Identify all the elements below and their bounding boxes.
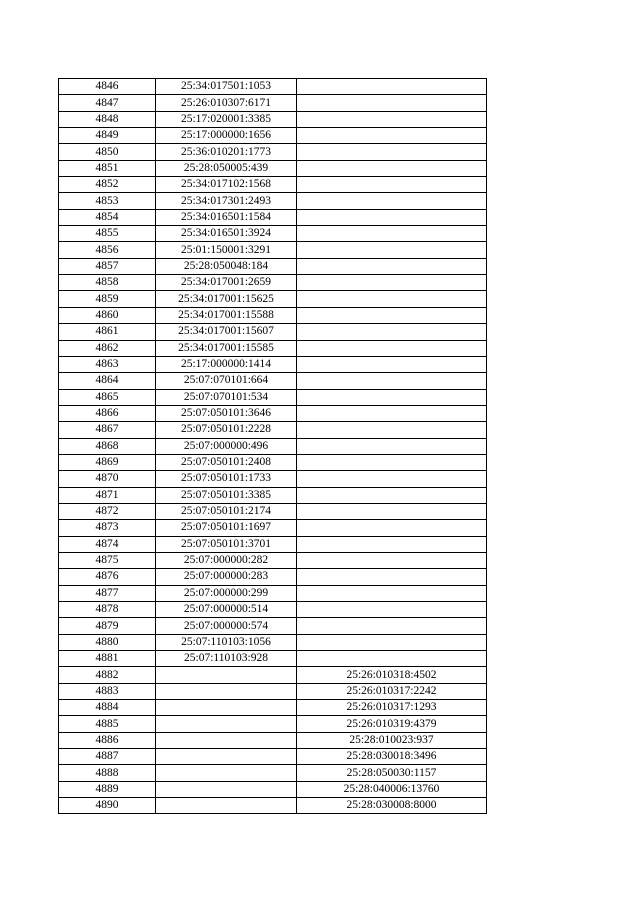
row-number-cell: 4860	[59, 307, 156, 323]
cadastral-number-cell: 25:34:017301:2493	[156, 193, 297, 209]
table-row	[59, 602, 487, 618]
row-number-cell: 4851	[59, 160, 156, 176]
cadastral-number-alt-cell	[297, 324, 487, 340]
cadastral-number-alt-cell	[297, 438, 487, 454]
cadastral-number-alt-cell: 25:26:010317:1293	[297, 700, 487, 716]
row-number-cell: 4858	[59, 275, 156, 291]
row-number-cell: 4884	[59, 700, 156, 716]
cadastral-number-cell: 25:07:050101:1733	[156, 471, 297, 487]
table-row	[59, 651, 487, 667]
row-number-cell: 4846	[59, 79, 156, 95]
cadastral-number-cell: 25:28:050048:184	[156, 258, 297, 274]
row-number-cell: 4852	[59, 177, 156, 193]
table-body	[59, 79, 487, 814]
cadastral-number-cell: 25:34:017001:15607	[156, 324, 297, 340]
cadastral-number-alt-cell	[297, 536, 487, 552]
row-number-cell: 4866	[59, 405, 156, 421]
row-number-cell: 4882	[59, 667, 156, 683]
cadastral-number-alt-cell	[297, 307, 487, 323]
cadastral-number-alt-cell	[297, 569, 487, 585]
table-row	[59, 487, 487, 503]
row-number-cell: 4877	[59, 585, 156, 601]
table-row	[59, 275, 487, 291]
row-number-cell: 4881	[59, 651, 156, 667]
row-number-cell: 4868	[59, 438, 156, 454]
cadastral-number-alt-cell	[297, 95, 487, 111]
table-row	[59, 667, 487, 683]
cadastral-number-alt-cell	[297, 160, 487, 176]
cadastral-number-alt-cell	[297, 373, 487, 389]
table-row	[59, 732, 487, 748]
cadastral-number-cell: 25:34:016501:1584	[156, 209, 297, 225]
cadastral-number-alt-cell	[297, 585, 487, 601]
row-number-cell: 4849	[59, 128, 156, 144]
cadastral-number-cell: 25:34:017102:1568	[156, 177, 297, 193]
cadastral-number-cell	[156, 716, 297, 732]
row-number-cell: 4890	[59, 798, 156, 814]
row-number-cell: 4880	[59, 634, 156, 650]
cadastral-number-cell	[156, 683, 297, 699]
cadastral-number-cell	[156, 749, 297, 765]
cadastral-number-alt-cell	[297, 487, 487, 503]
cadastral-number-alt-cell: 25:28:030018:3496	[297, 749, 487, 765]
table-row	[59, 258, 487, 274]
table-row	[59, 585, 487, 601]
cadastral-number-cell: 25:07:110103:1056	[156, 634, 297, 650]
table-row	[59, 798, 487, 814]
cadastral-number-cell	[156, 732, 297, 748]
row-number-cell: 4847	[59, 95, 156, 111]
cadastral-number-alt-cell	[297, 226, 487, 242]
cadastral-number-alt-cell	[297, 209, 487, 225]
cadastral-number-alt-cell	[297, 602, 487, 618]
cadastral-number-cell: 25:07:050101:2228	[156, 422, 297, 438]
table-row	[59, 454, 487, 470]
table-row	[59, 209, 487, 225]
cadastral-number-alt-cell: 25:26:010319:4379	[297, 716, 487, 732]
cadastral-number-cell: 25:07:050101:3701	[156, 536, 297, 552]
table-row	[59, 177, 487, 193]
table-row	[59, 79, 487, 95]
cadastral-number-cell: 25:26:010307:6171	[156, 95, 297, 111]
row-number-cell: 4879	[59, 618, 156, 634]
table-row	[59, 405, 487, 421]
cadastral-number-cell: 25:34:017001:15585	[156, 340, 297, 356]
cadastral-number-alt-cell	[297, 177, 487, 193]
cadastral-number-alt-cell	[297, 144, 487, 160]
row-number-cell: 4878	[59, 602, 156, 618]
row-number-cell: 4889	[59, 781, 156, 797]
table-row	[59, 471, 487, 487]
table-row	[59, 324, 487, 340]
cadastral-number-cell: 25:07:000000:283	[156, 569, 297, 585]
cadastral-number-cell: 25:17:000000:1656	[156, 128, 297, 144]
cadastral-number-cell: 25:07:050101:3385	[156, 487, 297, 503]
cadastral-number-alt-cell	[297, 634, 487, 650]
row-number-cell: 4854	[59, 209, 156, 225]
table-row	[59, 356, 487, 372]
row-number-cell: 4861	[59, 324, 156, 340]
table-row	[59, 569, 487, 585]
row-number-cell: 4883	[59, 683, 156, 699]
cadastral-number-cell: 25:17:000000:1414	[156, 356, 297, 372]
row-number-cell: 4869	[59, 454, 156, 470]
cadastral-number-cell: 25:34:016501:3924	[156, 226, 297, 242]
cadastral-number-cell: 25:28:050005:439	[156, 160, 297, 176]
cadastral-number-cell	[156, 667, 297, 683]
cadastral-number-alt-cell	[297, 340, 487, 356]
cadastral-number-alt-cell	[297, 618, 487, 634]
table-row	[59, 438, 487, 454]
table-row	[59, 95, 487, 111]
cadastral-number-cell	[156, 700, 297, 716]
row-number-cell: 4864	[59, 373, 156, 389]
row-number-cell: 4848	[59, 111, 156, 127]
row-number-cell: 4887	[59, 749, 156, 765]
table-row	[59, 634, 487, 650]
row-number-cell: 4873	[59, 520, 156, 536]
cadastral-number-alt-cell	[297, 291, 487, 307]
cadastral-number-cell: 25:07:000000:299	[156, 585, 297, 601]
table-row	[59, 765, 487, 781]
table-row	[59, 144, 487, 160]
table-row	[59, 111, 487, 127]
row-number-cell: 4862	[59, 340, 156, 356]
cadastral-number-cell: 25:07:050101:3646	[156, 405, 297, 421]
table-row	[59, 340, 487, 356]
cadastral-number-alt-cell	[297, 405, 487, 421]
cadastral-number-cell: 25:07:110103:928	[156, 651, 297, 667]
cadastral-number-alt-cell: 25:28:030008:8000	[297, 798, 487, 814]
row-number-cell: 4872	[59, 503, 156, 519]
cadastral-number-cell: 25:07:070101:534	[156, 389, 297, 405]
table-row	[59, 422, 487, 438]
cadastral-number-cell: 25:01:150001:3291	[156, 242, 297, 258]
row-number-cell: 4855	[59, 226, 156, 242]
row-number-cell: 4850	[59, 144, 156, 160]
cadastral-number-cell: 25:34:017001:15625	[156, 291, 297, 307]
cadastral-number-alt-cell	[297, 356, 487, 372]
cadastral-number-cell: 25:07:000000:574	[156, 618, 297, 634]
cadastral-number-alt-cell	[297, 422, 487, 438]
cadastral-number-alt-cell	[297, 111, 487, 127]
table-row	[59, 683, 487, 699]
cadastral-number-cell: 25:07:050101:2408	[156, 454, 297, 470]
cadastral-number-alt-cell	[297, 193, 487, 209]
cadastral-number-alt-cell	[297, 79, 487, 95]
row-number-cell: 4857	[59, 258, 156, 274]
row-number-cell: 4859	[59, 291, 156, 307]
cadastral-number-cell: 25:36:010201:1773	[156, 144, 297, 160]
table-row	[59, 520, 487, 536]
row-number-cell: 4865	[59, 389, 156, 405]
row-number-cell: 4876	[59, 569, 156, 585]
cadastral-number-alt-cell	[297, 651, 487, 667]
table-row	[59, 552, 487, 568]
table-row	[59, 781, 487, 797]
row-number-cell: 4863	[59, 356, 156, 372]
row-number-cell: 4874	[59, 536, 156, 552]
table-row	[59, 307, 487, 323]
table-row	[59, 503, 487, 519]
table-row	[59, 373, 487, 389]
cadastral-number-alt-cell	[297, 275, 487, 291]
cadastral-number-cell: 25:17:020001:3385	[156, 111, 297, 127]
cadastral-number-alt-cell	[297, 242, 487, 258]
cadastral-number-table	[58, 78, 487, 814]
cadastral-number-alt-cell: 25:28:050030:1157	[297, 765, 487, 781]
row-number-cell: 4871	[59, 487, 156, 503]
table-row	[59, 749, 487, 765]
cadastral-number-alt-cell: 25:28:040006:13760	[297, 781, 487, 797]
cadastral-number-cell: 25:34:017501:1053	[156, 79, 297, 95]
row-number-cell: 4885	[59, 716, 156, 732]
cadastral-number-alt-cell	[297, 471, 487, 487]
cadastral-number-alt-cell	[297, 552, 487, 568]
cadastral-number-cell	[156, 765, 297, 781]
cadastral-number-cell: 25:07:050101:2174	[156, 503, 297, 519]
table-row	[59, 389, 487, 405]
row-number-cell: 4856	[59, 242, 156, 258]
table-row	[59, 716, 487, 732]
table-row	[59, 128, 487, 144]
cadastral-number-alt-cell	[297, 454, 487, 470]
row-number-cell: 4888	[59, 765, 156, 781]
cadastral-number-alt-cell	[297, 128, 487, 144]
cadastral-number-alt-cell: 25:28:010023:937	[297, 732, 487, 748]
cadastral-number-cell: 25:07:000000:514	[156, 602, 297, 618]
table-row	[59, 291, 487, 307]
cadastral-number-alt-cell	[297, 258, 487, 274]
cadastral-number-cell: 25:07:070101:664	[156, 373, 297, 389]
table-row	[59, 160, 487, 176]
cadastral-number-cell	[156, 781, 297, 797]
cadastral-number-cell: 25:34:017001:2659	[156, 275, 297, 291]
table-row	[59, 242, 487, 258]
cadastral-number-alt-cell: 25:26:010317:2242	[297, 683, 487, 699]
table-row	[59, 536, 487, 552]
table-row	[59, 193, 487, 209]
cadastral-number-alt-cell: 25:26:010318:4502	[297, 667, 487, 683]
cadastral-number-cell: 25:07:050101:1697	[156, 520, 297, 536]
cadastral-number-cell	[156, 798, 297, 814]
row-number-cell: 4867	[59, 422, 156, 438]
table-row	[59, 618, 487, 634]
table-row	[59, 226, 487, 242]
row-number-cell: 4870	[59, 471, 156, 487]
cadastral-number-cell: 25:34:017001:15588	[156, 307, 297, 323]
row-number-cell: 4875	[59, 552, 156, 568]
row-number-cell: 4853	[59, 193, 156, 209]
cadastral-number-alt-cell	[297, 520, 487, 536]
cadastral-number-cell: 25:07:000000:282	[156, 552, 297, 568]
row-number-cell: 4886	[59, 732, 156, 748]
cadastral-number-cell: 25:07:000000:496	[156, 438, 297, 454]
cadastral-number-alt-cell	[297, 389, 487, 405]
table-row	[59, 700, 487, 716]
cadastral-number-alt-cell	[297, 503, 487, 519]
